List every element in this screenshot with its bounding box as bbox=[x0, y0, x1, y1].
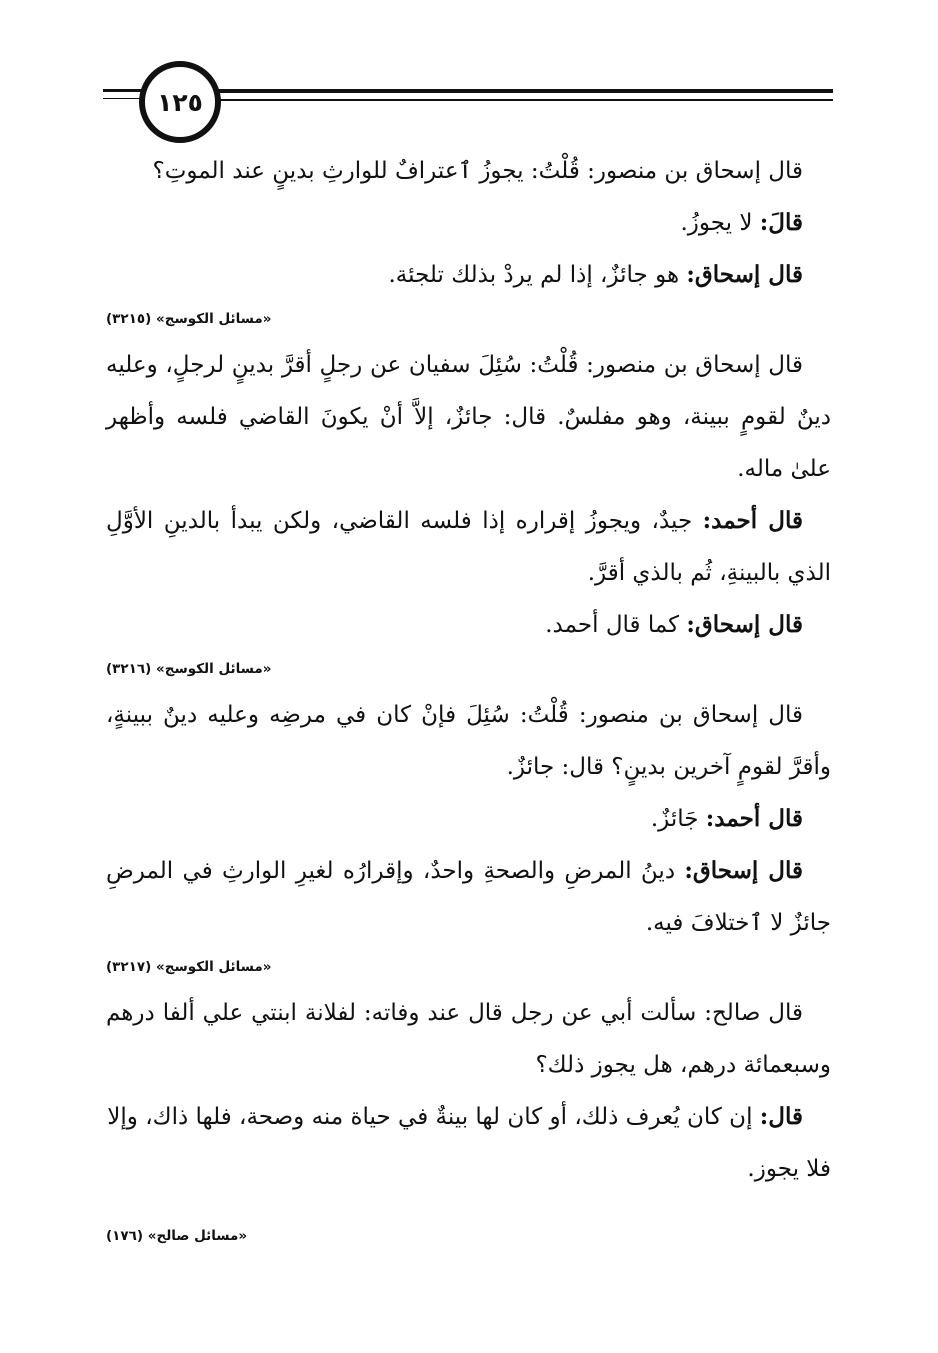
source-citation-final: «مسائل صالح» (١٧٦) bbox=[106, 1228, 248, 1244]
paragraph bbox=[106, 689, 831, 793]
paragraph bbox=[106, 249, 831, 301]
paragraph-text: قال إسحاق بن منصور: قُلْتُ: يجوزُ ٱعترافٌ للوارثِ بدينٍ عند الموتِ؟ bbox=[152, 158, 803, 184]
source-citation: «مسائل الكوسج» (٣٢١٥) bbox=[106, 311, 272, 327]
paragraph-text: جَائزٌ. bbox=[650, 806, 706, 832]
speaker-label: قال أحمد: bbox=[705, 805, 803, 832]
paragraph-text: هو جائزٌ، إذا لم يردْ بذلك تلجئة. bbox=[388, 262, 687, 288]
speaker-label: قال إسحاق: bbox=[686, 611, 803, 638]
header-rule-right bbox=[213, 89, 833, 101]
paragraph bbox=[106, 1091, 831, 1195]
paragraph bbox=[106, 197, 831, 249]
paragraph-text: قال صالح: سألت أبي عن رجل قال عند وفاته: لفلانة ابنتي علي ألفا درهم وسبعمائة درهم، هل يجوز ذلك؟ bbox=[106, 1000, 831, 1078]
paragraph bbox=[106, 145, 831, 197]
paragraph-text: كما قال أحمد. bbox=[545, 612, 687, 638]
speaker-label: قال إسحاق: bbox=[684, 857, 803, 884]
paragraph bbox=[106, 339, 831, 495]
paragraph bbox=[106, 845, 831, 949]
paragraph-text: جيدٌ، ويجوزُ إقراره إذا فلسه القاضي، ولكن يبدأ بالدينِ الأوَّلِ الذي بالبينةِ، ثُم بالذي أقرَّ. bbox=[106, 508, 831, 586]
page-header bbox=[103, 58, 833, 142]
paragraph bbox=[106, 599, 831, 651]
source-citation: «مسائل الكوسج» (٣٢١٧) bbox=[106, 959, 272, 975]
speaker-label: قال أحمد: bbox=[702, 507, 803, 534]
paragraph-text: إن كان يُعرف ذلك، أو كان لها بينةٌ في حياة منه وصحة، فلها ذاك، وإلا فلا يجوز. bbox=[107, 1104, 831, 1182]
paragraph-text: لا يجوزُ. bbox=[680, 210, 760, 236]
page-body bbox=[106, 145, 831, 1195]
speaker-label: قال: bbox=[759, 1103, 803, 1130]
paragraph-text: قال إسحاق بن منصور: قُلْتُ: سُئِلَ فإنْ كان في مرضِه وعليه دينٌ ببينةٍ، وأقرَّ لقومٍ آخرين بدينٍ؟ قال: جائزٌ. bbox=[106, 702, 831, 780]
paragraph bbox=[106, 987, 831, 1091]
page-number-badge bbox=[139, 61, 221, 143]
page-number: ١٢٥ bbox=[157, 87, 203, 117]
paragraph-text: دينُ المرضِ والصحةِ واحدٌ، وإقرارُه لغيرِ الوارثِ في المرضِ جائزٌ لا ٱختلافَ فيه. bbox=[106, 858, 831, 936]
speaker-label: قال إسحاق: bbox=[686, 261, 803, 288]
paragraph bbox=[106, 495, 831, 599]
speaker-label: قالَ: bbox=[759, 209, 803, 236]
paragraph-text: قال إسحاق بن منصور: قُلْتُ: سُئِلَ سفيان عن رجلٍ أقرَّ بدينٍ لرجلٍ، وعليه دينٌ لقومٍ ببينة، وهو مفلسٌ. قال: جائزٌ، إلاَّ أنْ يكونَ القاضي فلسه وأظهر علىٰ ماله. bbox=[106, 352, 831, 482]
paragraph bbox=[106, 793, 831, 845]
source-citation: «مسائل الكوسج» (٣٢١٦) bbox=[106, 661, 272, 677]
